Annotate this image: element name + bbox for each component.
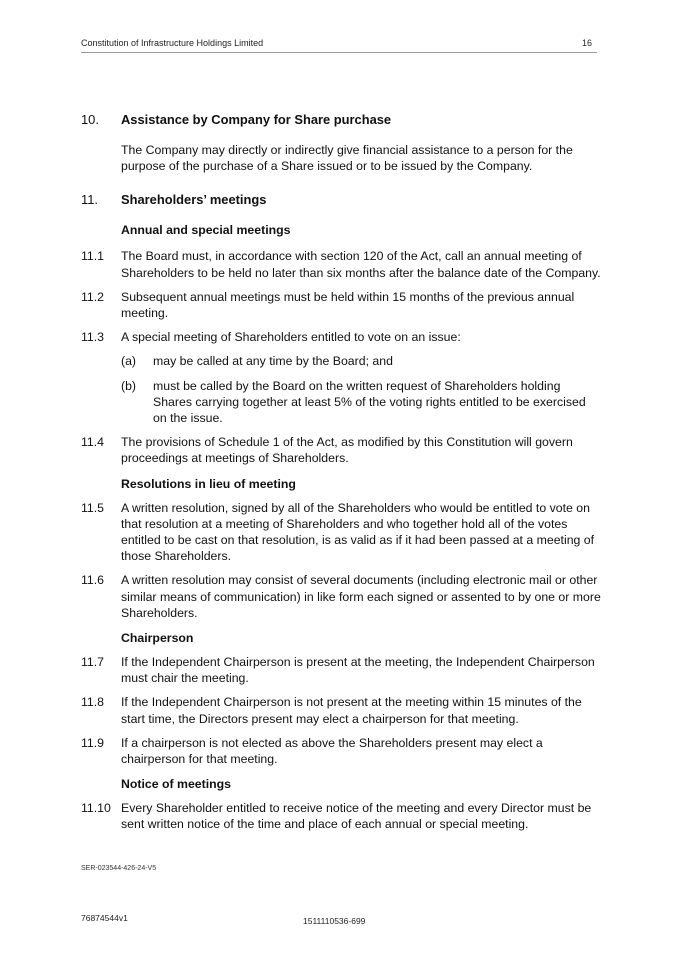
item-number: 11.8 <box>81 695 105 710</box>
clause-item-11-2 <box>81 289 601 321</box>
header-document-title: Constitution of Infrastructure Holdings Limited <box>81 38 264 48</box>
item-number: 11.10 <box>81 801 111 816</box>
item-text: A written resolution may consist of several documents (including electronic mail or other similar means of communication) in like form each signed or assented to by one or more Shareholders. <box>121 573 601 620</box>
clause-item-11-5 <box>81 500 601 565</box>
footer-document-id: 76874544v1 <box>81 913 128 923</box>
item-text: A special meeting of Shareholders entitled to vote on an issue: <box>121 330 461 345</box>
item-text: If the Independent Chairperson is not present at the meeting within 15 minutes of the start time, the Directors present may elect a chairperson for that meeting. <box>121 695 582 726</box>
subheading-annual-special-meetings: Annual and special meetings <box>121 223 291 238</box>
item-text: If a chairperson is not elected as above the Shareholders present may elect a chairperson for that meeting. <box>121 735 543 767</box>
clause-subitem-11-3-a <box>121 353 601 369</box>
clause-item-11-7 <box>81 654 601 686</box>
item-text: A written resolution, signed by all of the Shareholders who would be entitled to vote on that resolution at a meeting of Shareholders and who together hold all of the votes entitled to be cast on that resolution, is as valid as if it had been passed at a meeting of those Shareholders. <box>121 500 595 564</box>
subheading-resolutions-in-lieu: Resolutions in lieu of meeting <box>121 476 296 491</box>
header-page-number: 16 <box>581 38 592 48</box>
subheading-notice-of-meetings: Notice of meetings <box>121 777 232 792</box>
clause-title: Shareholders’ meetings <box>121 192 267 208</box>
item-text: If the Independent Chairperson is present at the meeting, the Independent Chairperson must chair the meeting. <box>121 655 595 686</box>
item-number: 11.4 <box>81 435 105 450</box>
item-number: 11.7 <box>81 655 105 670</box>
document-body <box>81 112 601 833</box>
clause-11-heading <box>81 192 601 208</box>
item-text: Every Shareholder entitled to receive notice of the meeting and every Director must be sent written notice of the time and place of each annual or special meeting. <box>121 801 592 832</box>
subheading-chairperson: Chairperson <box>121 631 194 646</box>
subitem-letter: (a) <box>121 354 137 369</box>
clause-10-body: The Company may directly or indirectly give financial assistance to a person for the purpose of the purchase of a Share issued or to be issued by the Company. <box>121 143 573 174</box>
document-reference-code: SER-023544-426-24-V5 <box>81 865 157 872</box>
item-text: The provisions of Schedule 1 of the Act, as modified by this Constitution will govern proceedings at meetings of Shareholders. <box>121 435 573 466</box>
footer-matter-number: 1511110536-699 <box>303 916 366 926</box>
clause-item-11-4 <box>81 434 601 466</box>
clause-item-11-10 <box>81 800 601 832</box>
item-number: 11.5 <box>81 500 105 515</box>
clause-10-heading <box>81 112 601 128</box>
subitem-letter: (b) <box>121 378 137 393</box>
clause-item-11-9 <box>81 735 601 767</box>
subitem-text: may be called at any time by the Board; and <box>153 354 393 369</box>
clause-item-11-6 <box>81 572 601 621</box>
header-divider <box>81 52 597 53</box>
clause-number: 10. <box>81 112 99 127</box>
clause-subitem-11-3-b <box>121 378 601 427</box>
item-text: Subsequent annual meetings must be held within 15 months of the previous annual meeting. <box>121 289 575 321</box>
item-number: 11.1 <box>81 249 105 264</box>
item-text: The Board must, in accordance with section 120 of the Act, call an annual meeting of Shareholders to be held no later than six months after the balance date of the Company. <box>121 249 601 280</box>
item-number: 11.6 <box>81 573 105 588</box>
subitem-text: must be called by the Board on the written request of Shareholders holding Shares carrying together at least 5% of the voting rights entitled to be exercised on the issue. <box>153 378 586 426</box>
clause-title: Assistance by Company for Share purchase <box>121 112 392 127</box>
clause-number: 11. <box>81 192 98 208</box>
clause-item-11-3 <box>81 329 601 345</box>
item-number: 11.2 <box>81 289 105 304</box>
clause-item-11-1 <box>81 248 601 280</box>
item-number: 11.3 <box>81 330 105 345</box>
clause-item-11-8 <box>81 694 601 726</box>
item-number: 11.9 <box>81 735 105 750</box>
